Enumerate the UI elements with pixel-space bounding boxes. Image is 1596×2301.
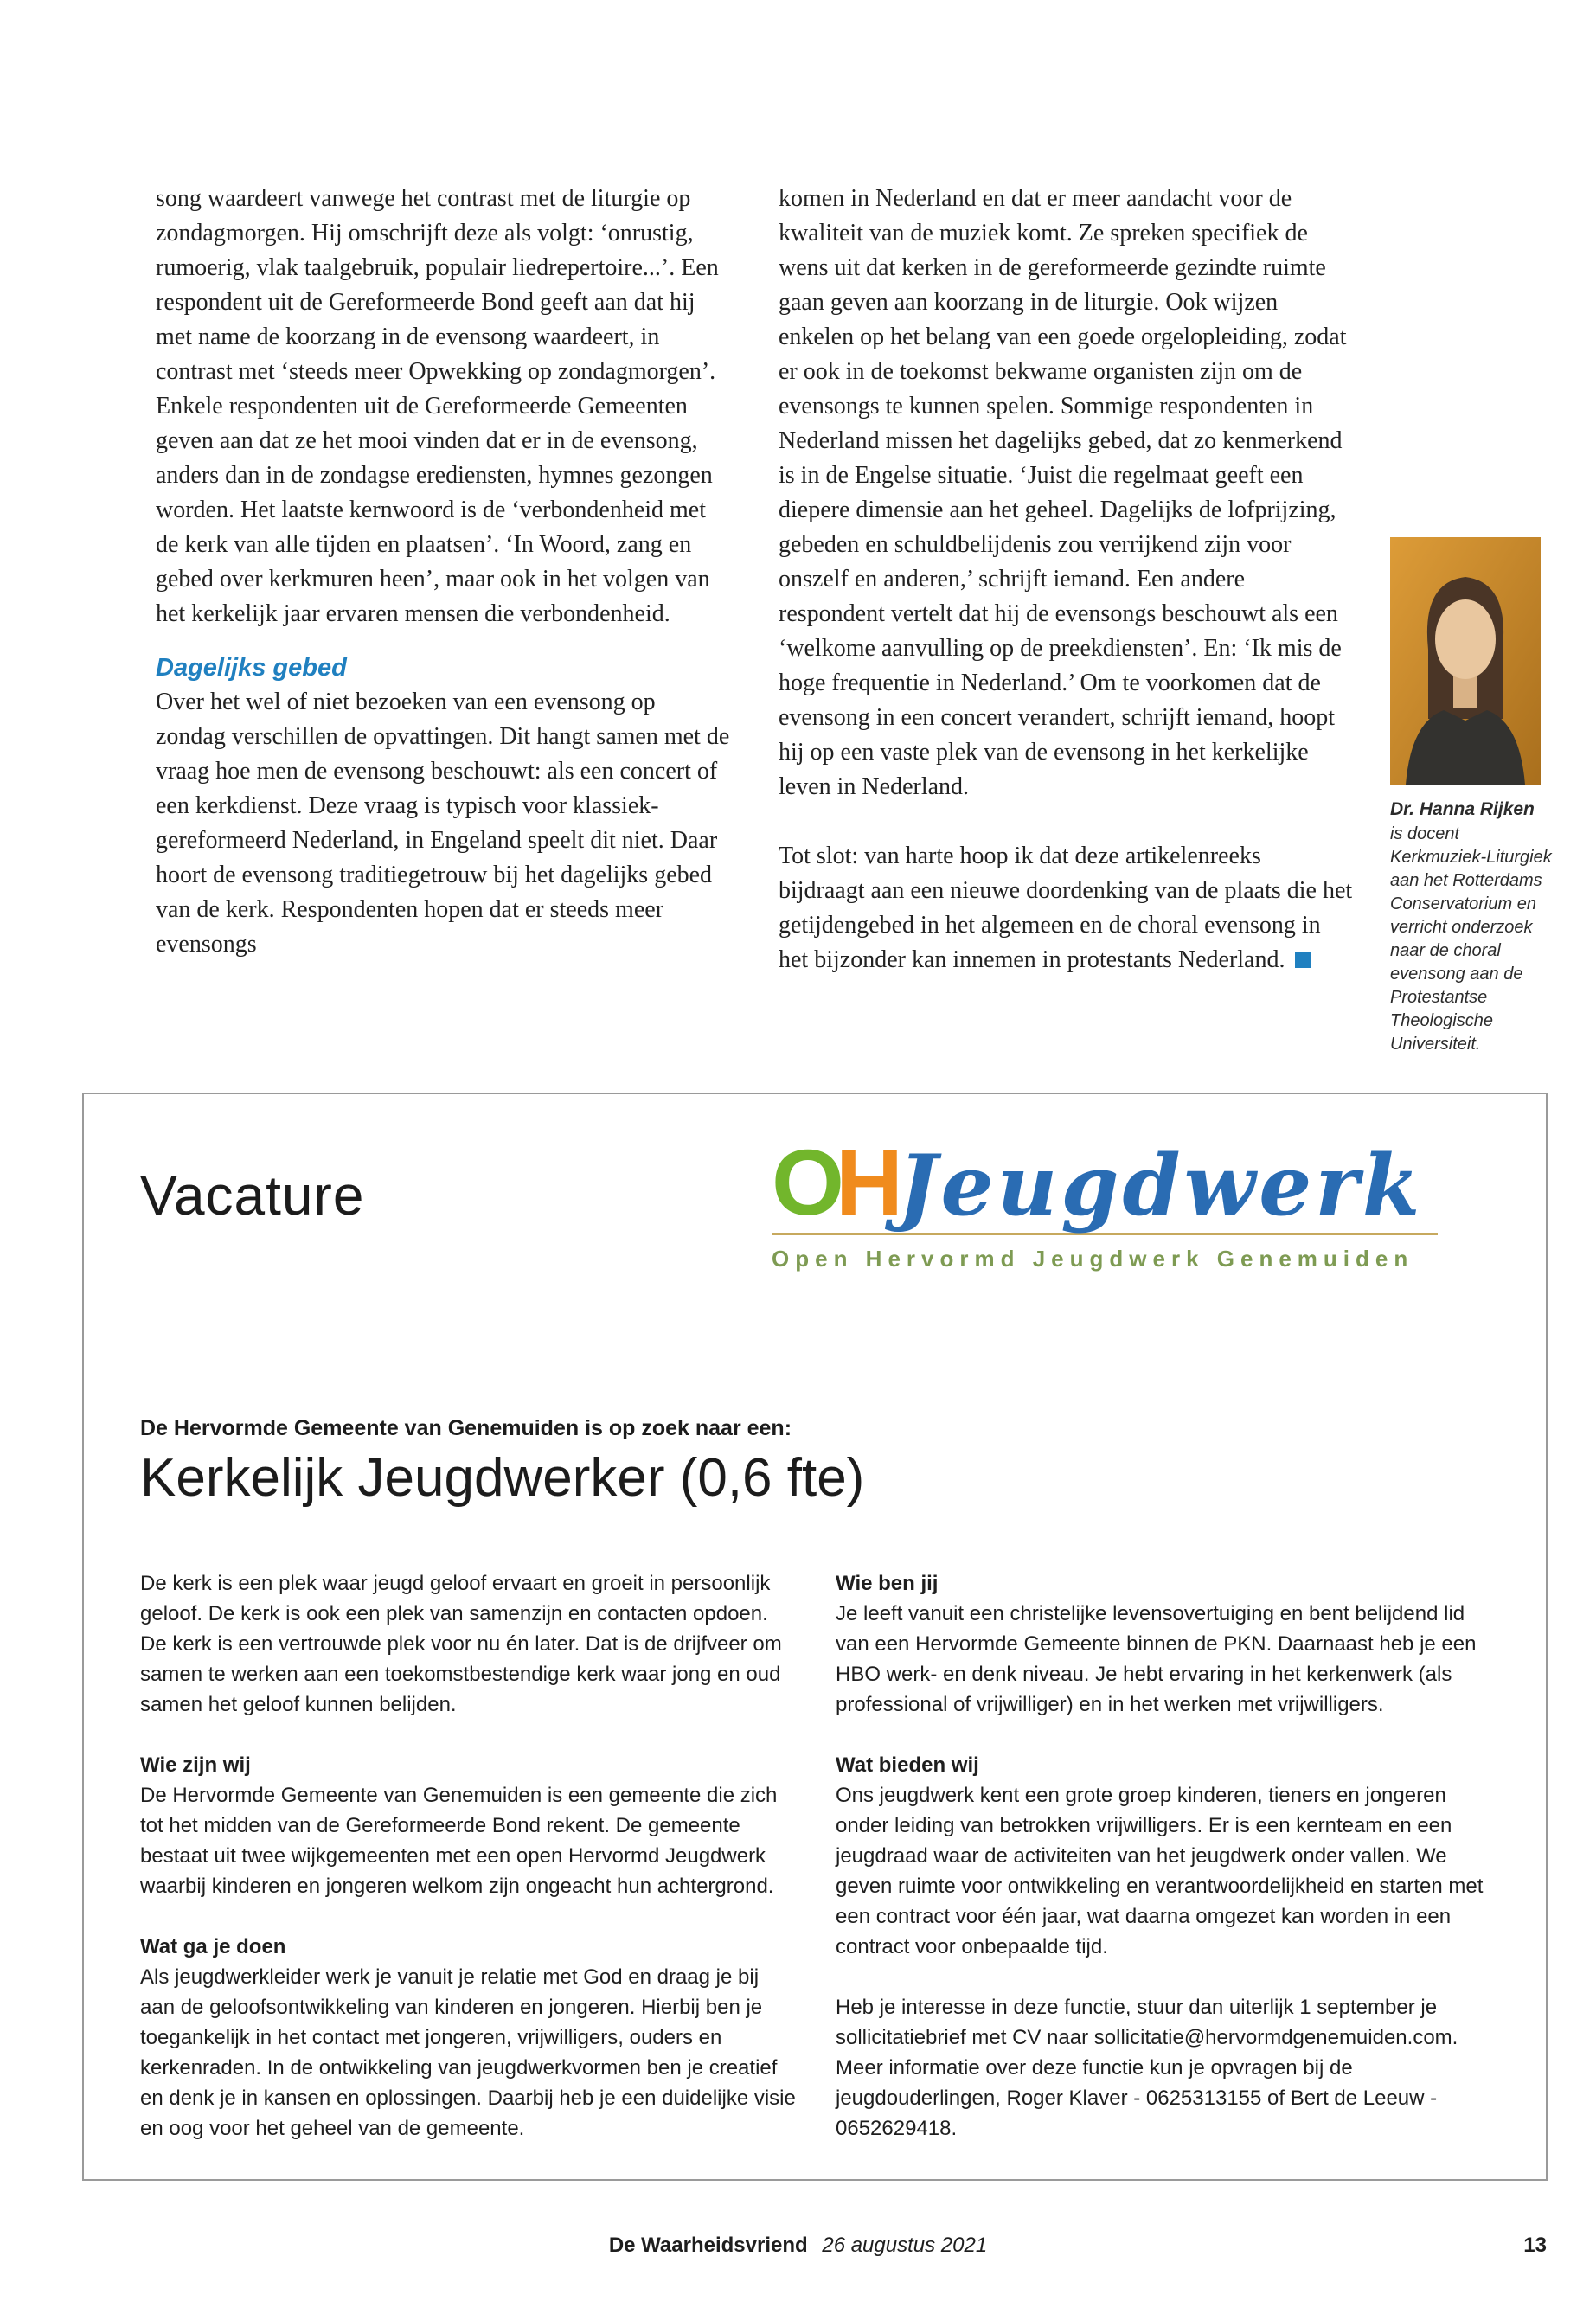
article-subheading: Dagelijks gebed — [156, 654, 347, 682]
vacancy-ad-box — [82, 1093, 1548, 2181]
issue-date: 26 augustus 2021 — [822, 2234, 988, 2257]
vacancy-paragraph: Ons jeugdwerk kent een grote groep kinderen, tieners en jongeren onder leiding van betrokken vrijwilligers. Er is een kernteam en een jeugdraad waar de activiteiten van het jeugdwerk onder vallen. We geven ruimte voor ontwikkeling en verantwoordelijkheid en starten met een contract voor één jaar, wat daarna omgezet kan worden in een contract voor onbepaalde tijd. — [836, 1784, 1484, 1958]
vacancy-heading-wie-zijn-wij: Wie zijn wij — [140, 1753, 251, 1777]
vacancy-paragraph: De Hervormde Gemeente van Genemuiden is een gemeente die zich tot het midden van de Gereformeerde Bond rekent. De gemeente bestaat uit twee wijkgemeenten met een open Hervormd Jeugdwerk waarbij kinderen en jongeren welkom zijn ongeacht hun achtergrond. — [140, 1784, 778, 1898]
vacancy-column-left — [140, 1568, 796, 2174]
author-name: Dr. Hanna Rijken — [1390, 799, 1535, 819]
author-caption — [1390, 798, 1556, 1056]
logo-letter-o: O — [772, 1130, 845, 1234]
vacancy-paragraph: Je leeft vanuit een christelijke levensovertuiging en bent belijdend lid van een Hervormde Gemeente binnen de PKN. Daarnaast heb je een HBO werk- en denk niveau. Je hebt ervaring in het kerkenwerk (als professional of vrijwilliger) en in het werken met vrijwilligers. — [836, 1602, 1477, 1716]
article-column-left — [156, 182, 730, 977]
vacancy-heading-wat-ga-je-doen: Wat ga je doen — [140, 1935, 286, 1958]
vacancy-heading-wie-ben-jij: Wie ben jij — [836, 1572, 939, 1595]
article-paragraph: komen in Nederland en dat er meer aandacht voor de kwaliteit van de muziek komt. Ze spreken specifiek de wens uit dat kerken in de gereformeerde gezindte ruimte gaan geven aan koorzang in de liturgie. Ook wijzen enkelen op het belang van een goede orgelopleiding, zodat er ook in de toekomst bekwame organisten zijn om de evensongs te kunnen spelen. Sommige respondenten in Nederland missen het dagelijks gebed, dat zo kenmerkend is in de Engelse situatie. ‘Juist die regelmaat geeft een diepere dimensie aan het geheel. Dagelijks de lofprijzing, gebeden en schuldbelijdenis zou verrijkend zijn voor onszelf en anderen,’ schrijft iemand. Een andere respondent vertelt dat hij de evensongs beschouwt als een ‘welkome aanvulling op de preekdiensten’. En: ‘Ik mis de hoge frequentie in Nederland.’ Om te voorkomen dat de evensong in een concert verandert, schrijft iemand, hoopt hij op een vaste plek van de evensong in het kerkelijke leven in Nederland. — [779, 185, 1347, 800]
vacancy-intro-line: De Hervormde Gemeente van Genemuiden is op zoek naar een: — [140, 1416, 792, 1440]
logo-wordmark — [772, 1130, 1438, 1234]
jeugdwerk-logo — [772, 1130, 1438, 1272]
vacancy-job-title: Kerkelijk Jeugdwerker (0,6 fte) — [140, 1448, 865, 1508]
logo-letter-h: H — [836, 1130, 904, 1234]
page-number: 13 — [1523, 2234, 1547, 2257]
vacancy-paragraph: De kerk is een plek waar jeugd geloof ervaart en groeit in persoonlijk geloof. De kerk is ook een plek van samenzijn en contacten opdoen. De kerk is een vertrouwde plek voor nu én later. Dat is de drijfveer om samen te werken aan een toekomstbestendige kerk waar jong en oud samen het geloof kunnen belijden. — [140, 1572, 782, 1716]
article-column-right — [779, 182, 1353, 977]
evensong-article — [156, 182, 1353, 977]
logo-script-text: Jeugdwerk — [898, 1137, 1424, 1234]
logo-tagline: Open Hervormd Jeugdwerk Genemuiden — [772, 1246, 1414, 1272]
vacancy-columns — [140, 1568, 1491, 2174]
article-closing-text: Tot slot: van harte hoop ik dat deze artikelenreeks bijdraagt aan een nieuwe doordenking van de plaats die het getijdengebed in het algemeen en de choral evensong in het bijzonder kan innemen in protestants Nederland. — [779, 843, 1353, 973]
end-of-article-marker — [1295, 952, 1311, 968]
vacancy-title: Vacature — [140, 1164, 365, 1227]
magazine-name: De Waarheidsvriend — [608, 2234, 808, 2257]
article-paragraph: Over het wel of niet bezoeken van een evensong op zondag verschillen de opvattingen. Dit hangt samen met de vraag hoe men de evensong beschouwt: als een concert of een kerkdienst. Deze vraag is typisch voor klassiek-gereformeerd Nederland, in Engeland speelt dit niet. Daar hoort de evensong traditiegetrouw bij het dagelijks gebed van de kerk. Respondenten hopen dat er steeds meer evensongs — [156, 689, 730, 958]
vacancy-column-right — [836, 1568, 1491, 2174]
article-closing-paragraph — [779, 839, 1353, 977]
vacancy-contact-paragraph: Heb je interesse in deze functie, stuur dan uiterlijk 1 september je sollicitatiebrief met CV naar sollicitatie@hervormdgenemuiden.com. Meer informatie over deze functie kun je opvragen bij de jeugdouderlingen, Roger Klaver - 0625313155 of Bert de Leeuw - 0652629418. — [836, 1996, 1458, 2140]
vacancy-heading-wat-bieden-wij: Wat bieden wij — [836, 1753, 979, 1777]
vacancy-paragraph: Als jeugdwerkleider werk je vanuit je relatie met God en draag je bij aan de geloofsontwikkeling van kinderen en jongeren. Hierbij ben je toegankelijk in het contact met jongeren, vrijwilligers, ouders en kerkenraden. In de ontwikkeling van jeugdwerkvormen ben je creatief en denk je in kansen en oplossingen. Daarbij heb je een duidelijke visie en oog voor het geheel van de gemeente. — [140, 1965, 796, 2140]
author-photo — [1390, 537, 1541, 785]
page-footer — [0, 2234, 1596, 2258]
author-photo-graphic — [1390, 537, 1541, 785]
author-bio: is docent Kerkmuziek-Liturgiek aan het Rotterdams Conservatorium en verricht onderzoek naar de choral evensong aan de Protestantse Theologische Universiteit. — [1390, 824, 1552, 1054]
article-paragraph: song waardeert vanwege het contrast met de liturgie op zondagmorgen. Hij omschrijft deze als volgt: ‘onrustig, rumoerig, vlak taalgebruik, populair liedrepertoire...’. Een respondent uit de Gereformeerde Bond geeft aan dat hij met name de koorzang in de evensong waardeert, in contrast met ‘steeds meer Opwekking op zondagmorgen’. Enkele respondenten uit de Gereformeerde Gemeenten geven aan dat ze het mooi vinden dat er in de evensong, anders dan in de zondagse erediensten, hymnes gezongen worden. Het laatste kernwoord is de ‘verbondenheid met de kerk van alle tijden en plaatsen’. ‘In Woord, zang en gebed over kerkmuren heen’, maar ook in het volgen van het kerkelijk jaar ervaren mensen die verbondenheid. — [156, 185, 719, 627]
